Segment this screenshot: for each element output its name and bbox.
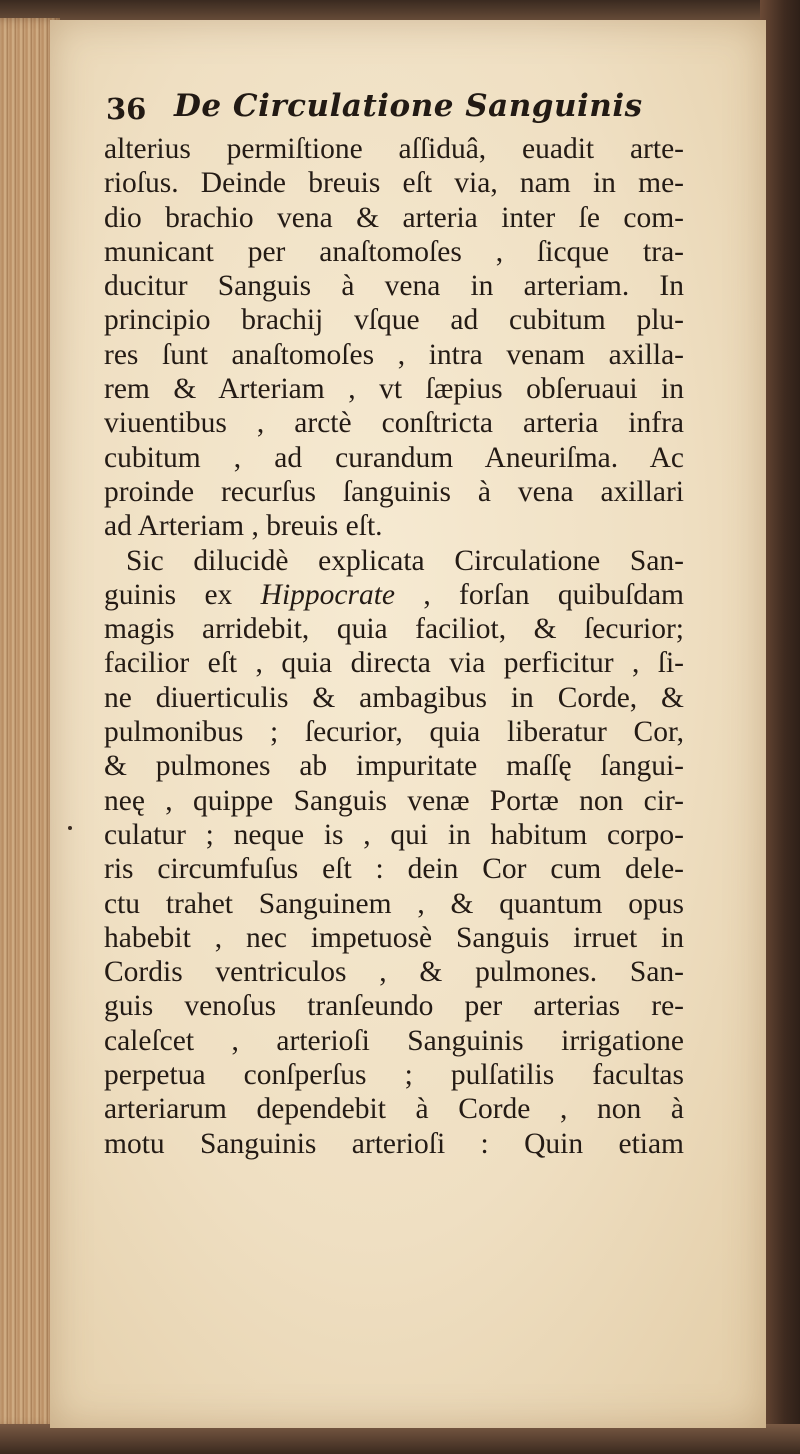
text-line: rem & Arteriam , vt ſæpius obſeruaui in — [104, 373, 684, 406]
text-line: magis arridebit, quia faciliot, & ſecurior; — [104, 613, 684, 646]
text-line: & pulmones ab impuritate maſſę ſangui- — [104, 750, 684, 783]
page-header — [106, 88, 666, 138]
text-line: res ſunt anaſtomoſes , intra venam axilla- — [104, 338, 684, 371]
text-line: proinde recurſus ſanguinis à vena axillari — [104, 475, 684, 508]
text-line: ris circumfuſus eſt : dein Cor cum dele- — [104, 853, 684, 886]
text-line: motu Sanguinis arterioſi : Quin etiam — [104, 1127, 684, 1160]
text-line: guinis ex Hippocrate , forſan quibuſdam — [104, 578, 684, 611]
text-line: alterius permiſtione aſſiduâ, euadit arte- — [104, 133, 684, 165]
text-line: guis venoſus tranſeundo per arterias re- — [104, 990, 684, 1023]
text-line: pulmonibus ; ſecurior, quia liberatur Cor, — [104, 716, 684, 749]
text-line: municant per anaſtomoſes , ſicque tra- — [104, 235, 684, 268]
text-line: ducitur Sanguis à vena in arteriam. In — [104, 270, 684, 303]
text-line: ne diuerticulis & ambagibus in Corde, & — [104, 681, 684, 714]
text-line: facilior eſt , quia directa via perficitur , ſi- — [104, 647, 684, 680]
book-spine-right — [760, 0, 800, 1454]
text-line: ad Arteriam , breuis eſt. — [104, 510, 383, 543]
running-title: De Circulatione Sanguinis — [174, 88, 643, 124]
text-line: Cordis ventriculos , & pulmones. San- — [104, 956, 684, 989]
text-line: perpetua conſperſus ; pulſatilis facultas — [104, 1059, 684, 1092]
text-line: viuentibus , arctè conſtricta arteria infra — [104, 407, 684, 440]
text-line: arteriarum dependebit à Corde , non à — [104, 1093, 684, 1126]
text-line: dio brachio vena & arteria inter ſe com- — [104, 201, 684, 234]
text-line: caleſcet , arterioſi Sanguinis irrigatione — [104, 1024, 684, 1057]
top-background — [0, 0, 800, 22]
italic-name: Hippocrate — [260, 578, 396, 611]
text-line: culatur ; neque is , qui in habitum corpo- — [104, 818, 684, 851]
bottom-background — [0, 1424, 800, 1454]
text-line: ctu trahet Sanguinem , & quantum opus — [104, 887, 684, 920]
text-line: Sic dilucidè explicata Circulatione San- — [126, 544, 684, 577]
text-line: cubitum , ad curandum Aneuriſma. Ac — [104, 441, 684, 474]
body-text — [104, 132, 684, 1161]
text-line: rioſus. Deinde breuis eſt via, nam in me- — [104, 167, 684, 200]
page-number: 36 — [106, 92, 147, 126]
text-line: principio brachij vſque ad cubitum plu- — [104, 304, 684, 337]
margin-mark — [68, 826, 72, 830]
text-line: habebit , nec impetuosè Sanguis irruet in — [104, 921, 684, 954]
text-line: neę , quippe Sanguis venæ Portæ non cir- — [104, 784, 684, 817]
